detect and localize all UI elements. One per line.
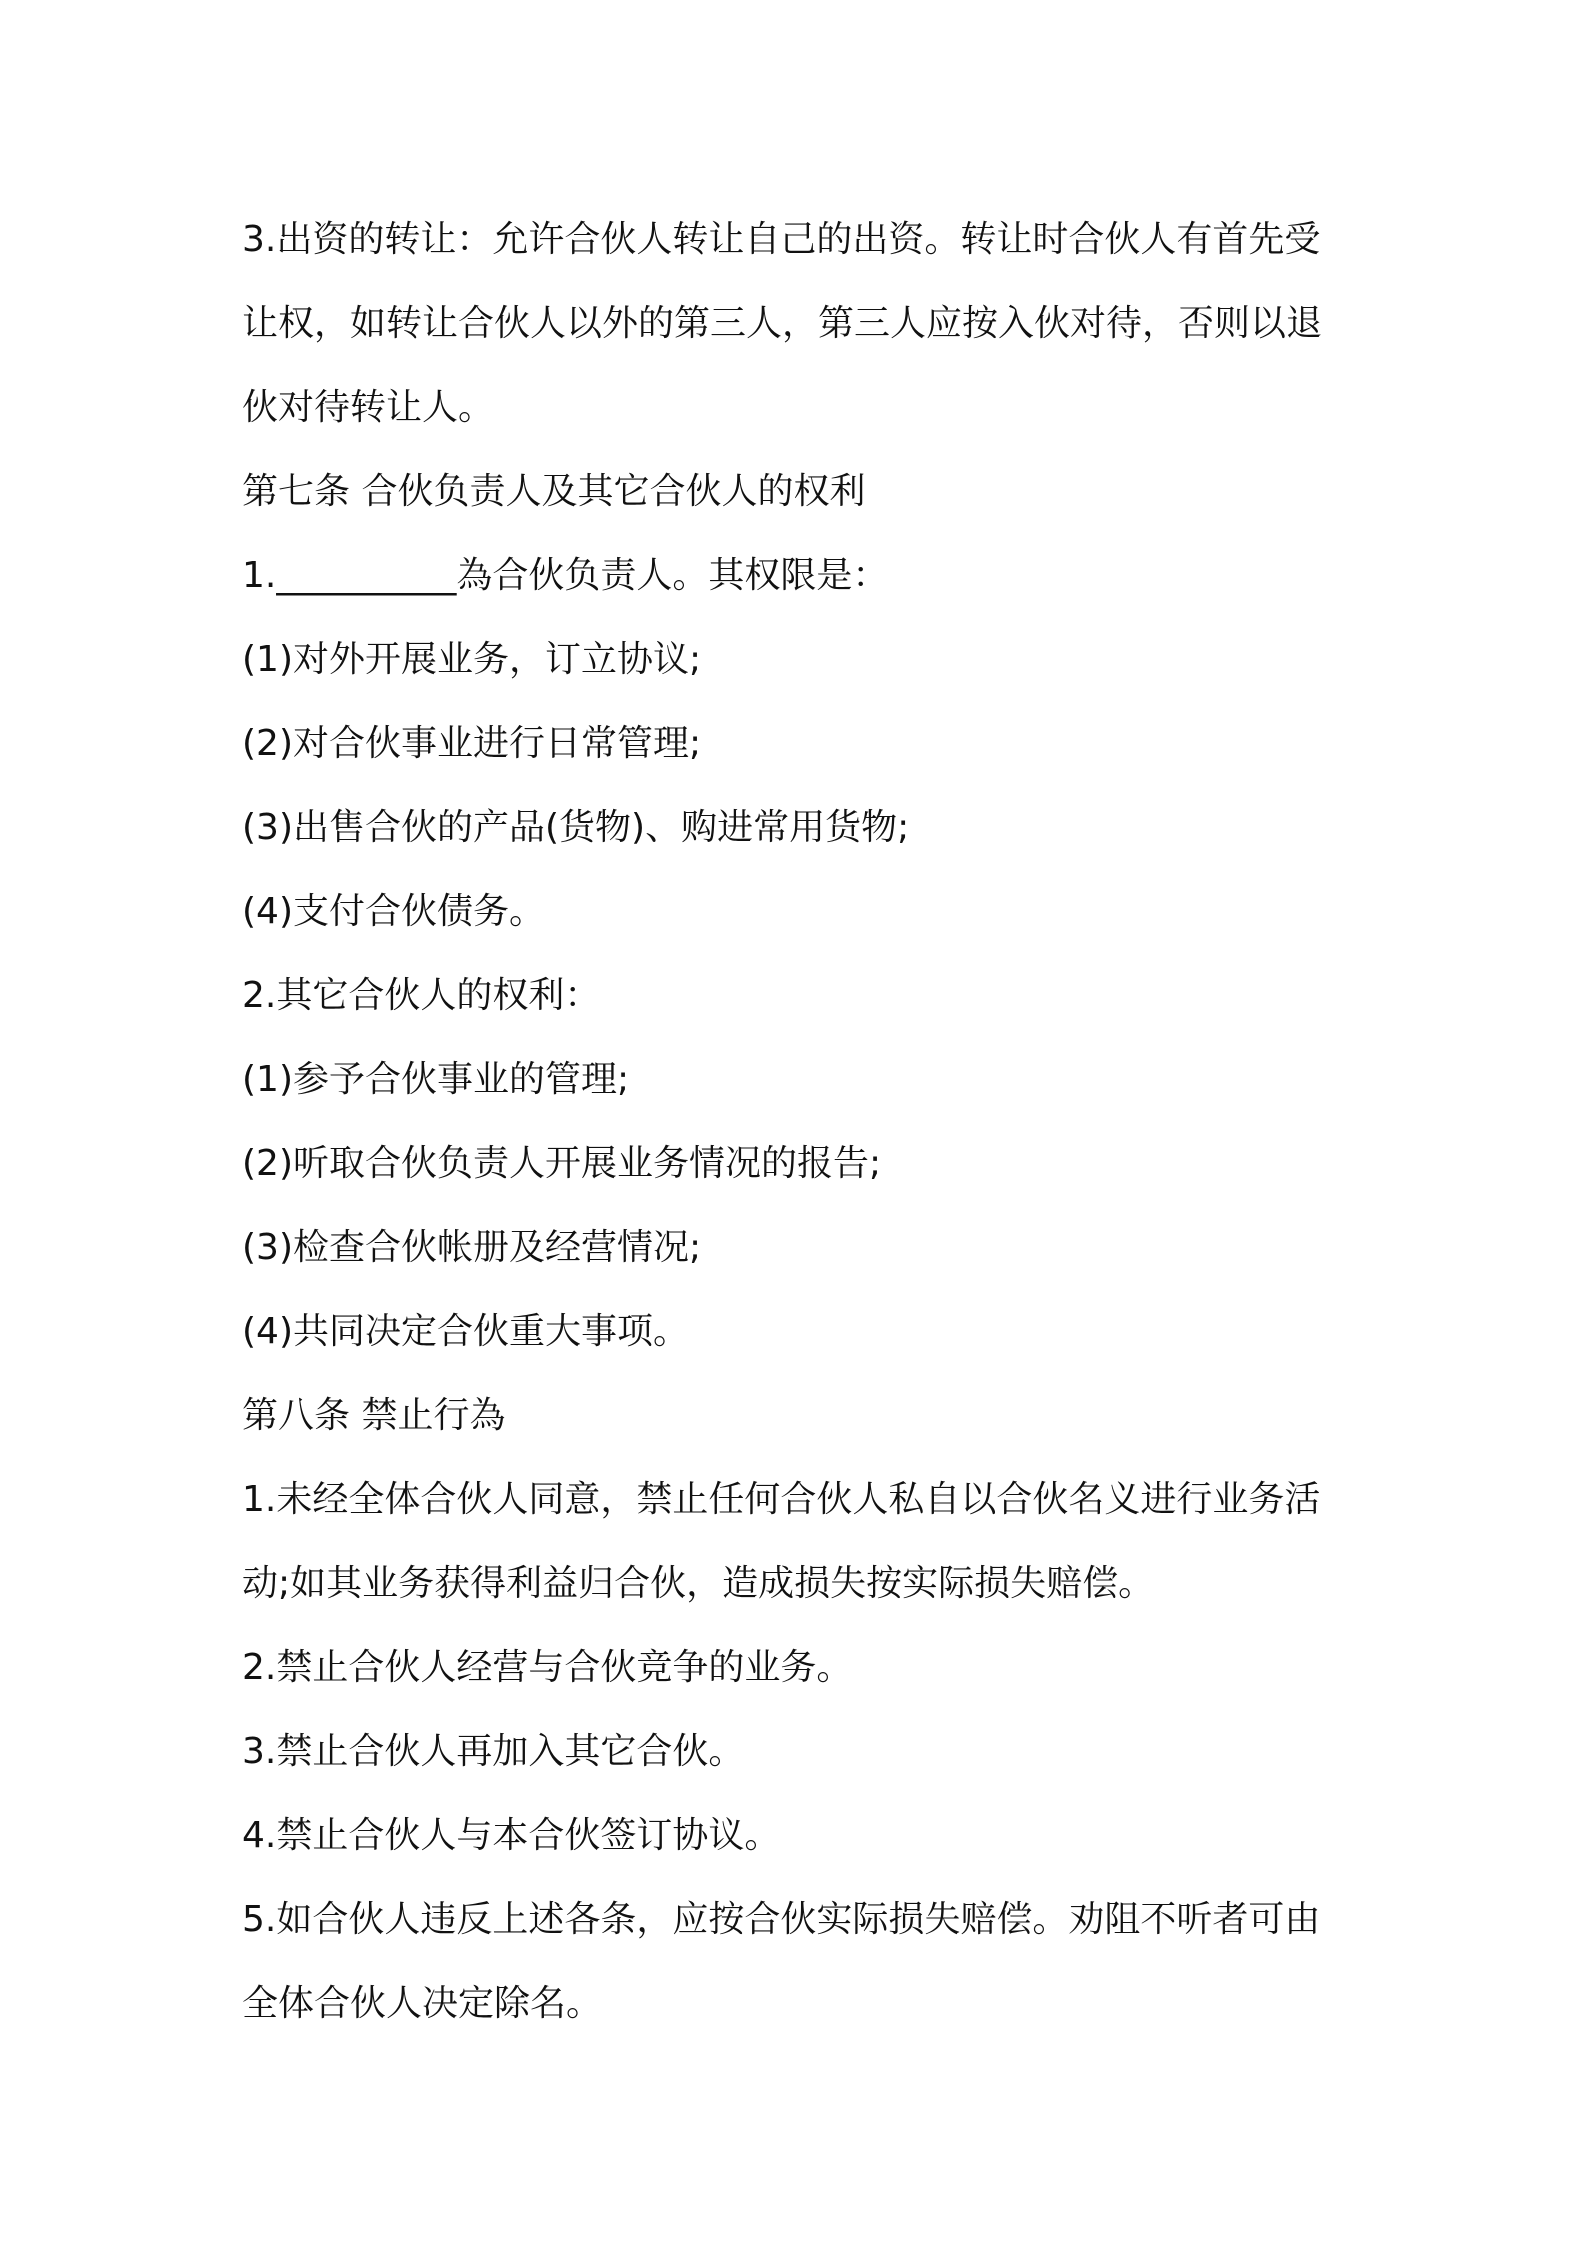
- article-7-item-2-sub-4: (4)共同决定合伙重大事项。: [242, 1311, 689, 1352]
- article-7-item-2-sub-3: (3)检查合伙帐册及经营情况;: [242, 1227, 702, 1268]
- article-8-item-2: 2.禁止合伙人经营与合伙竞争的业务。: [242, 1647, 853, 1688]
- article-8-item-5-line-2: 全体合伙人决定除名。: [242, 1983, 603, 2024]
- article-7-item-1-sub-4: (4)支付合伙债务。: [242, 891, 545, 932]
- article-8-heading: 第八条 禁止行為: [242, 1395, 506, 1436]
- article-8-item-3: 3.禁止合伙人再加入其它合伙。: [242, 1731, 745, 1772]
- article-7-item-1-sub-1: (1)对外开展业务，订立协议;: [242, 639, 702, 680]
- article-8-item-1-line-1: 1.未经全体合伙人同意，禁止任何合伙人私自以合伙名义进行业务活: [242, 1479, 1321, 1520]
- clause-6-3-line-3: 伙对待转让人。: [242, 387, 495, 428]
- article-7-item-1-sub-3: (3)出售合伙的产品(货物)、购进常用货物;: [242, 807, 910, 848]
- article-7-item-2-sub-1: (1)参予合伙事业的管理;: [242, 1059, 630, 1100]
- clause-6-3-line-1: 3.出资的转让：允许合伙人转让自己的出资。转让时合伙人有首先受: [242, 219, 1321, 260]
- article-8-item-4: 4.禁止合伙人与本合伙签订协议。: [242, 1815, 781, 1856]
- article-7-item-2-sub-2: (2)听取合伙负责人开展业务情况的报告;: [242, 1143, 882, 1184]
- article-7-item-2: 2.其它合伙人的权利：: [242, 975, 601, 1016]
- clause-6-3-line-2: 让权，如转让合伙人以外的第三人，第三人应按入伙对待，否则以退: [242, 303, 1323, 344]
- article-8-item-1-line-2: 动;如其业务获得利益归合伙，造成损失按实际损失赔偿。: [242, 1563, 1155, 1604]
- article-8-item-5-line-1: 5.如合伙人违反上述各条，应按合伙实际损失赔偿。劝阻不听者可由: [242, 1899, 1321, 1940]
- document-body: [242, 198, 1362, 2046]
- article-7-item-1: 1.__________為合伙负责人。其权限是：: [242, 555, 889, 596]
- article-7-item-1-sub-2: (2)对合伙事业进行日常管理;: [242, 723, 702, 764]
- article-7-heading: 第七条 合伙负责人及其它合伙人的权利: [242, 471, 866, 512]
